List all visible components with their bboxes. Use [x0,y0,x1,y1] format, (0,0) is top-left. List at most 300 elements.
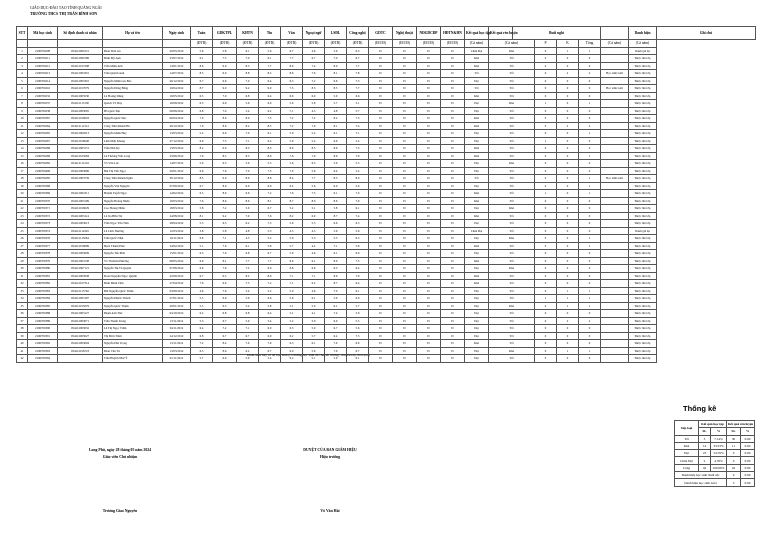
table-cell: Được lên lớp [629,280,657,288]
table-cell: Đ [369,235,393,243]
stats-cell: 23 [699,450,711,457]
table-cell [601,167,629,175]
table-cell: Đ [441,257,465,265]
table-row [17,107,756,115]
table-cell: 7.6 [325,347,347,355]
table-cell: Đ [441,355,465,363]
table-cell: 19 [17,182,28,190]
table-cell: 1 [17,47,28,55]
table-cell: Được lên lớp [629,122,657,130]
table-cell: 14 [17,145,28,153]
table-cell: 7.6 [259,212,281,220]
table-row [17,310,756,318]
stats-cell: 7.14% [711,435,727,442]
table-cell: 054212115064 [58,235,103,243]
table-row [17,257,756,265]
table-cell: 41 [17,347,28,355]
table-cell: 6.0 [281,347,303,355]
table-cell: 7.1 [303,272,325,280]
table-cell: Khá [465,212,489,220]
column-subheader: P [535,40,557,48]
table-cell: 6.9 [347,340,369,348]
table-cell: 21 [17,197,28,205]
table-cell: 28/04/2012 [163,220,191,228]
table-cell: 6.9 [347,250,369,258]
table-cell: 7.9 [303,152,325,160]
stats-row [675,457,755,464]
table-cell: 6.4 [325,167,347,175]
table-cell: 4.5 [303,107,325,115]
column-header: Toán [191,27,213,40]
table-cell: Đ [441,310,465,318]
table-cell: 6.9 [213,280,237,288]
table-cell: 8.6 [237,197,259,205]
table-cell: Tốt [489,197,535,205]
table-cell: 9.2 [213,212,237,220]
table-cell [601,257,629,265]
table-cell: 6.6 [213,130,237,138]
stats-header: Kết quả rèn luyện [727,422,754,427]
table-cell: 23/07/2012 [163,55,191,63]
table-row [17,152,756,160]
table-cell: 7.0 [237,55,259,63]
table-row [17,182,756,190]
table-cell: 34 [17,295,28,303]
table-cell: 24/02/2012 [163,242,191,250]
table-cell: 6.4 [347,280,369,288]
table-cell: 5.2 [303,137,325,145]
stats-cell: 0.00 [741,472,755,479]
table-row [17,100,756,108]
table-cell: 2106700212 [28,62,58,70]
table-header-row [17,27,756,40]
table-cell [601,302,629,310]
table-cell: 054212007121 [58,265,103,273]
table-cell: 7.1 [281,280,303,288]
table-cell: Tốt [489,190,535,198]
table-cell: 054212017079 [58,85,103,93]
stats-cell: Tốt [675,435,699,442]
table-cell: Nguyễn Quốc Thịnh [103,302,163,310]
stats-body [675,435,755,486]
table-cell: Đ [441,100,465,108]
table-cell: 5.5 [347,160,369,168]
table-cell: 0 [535,347,557,355]
table-cell: Đạt [465,205,489,213]
table-cell: Đ [441,182,465,190]
table-cell: 19/03/2012 [163,197,191,205]
column-header: KHTN [237,27,259,40]
table-cell: 8.7 [325,280,347,288]
column-header: Tin [259,27,281,40]
table-cell: 7.0 [213,92,237,100]
table-cell: 2106700406 [28,167,58,175]
table-cell: 6.2 [237,220,259,228]
table-cell: Đ [393,122,417,130]
table-cell: Được lên lớp [629,130,657,138]
table-cell: 0 [535,265,557,273]
table-cell: Đ [417,212,441,220]
table-cell: Đ [369,347,393,355]
table-cell: 8.6 [213,115,237,123]
table-cell: 5.4 [191,130,213,138]
table-cell: 07/09/2012 [163,182,191,190]
table-cell: 7.2 [213,205,237,213]
table-cell: 14/01/2012 [163,62,191,70]
table-cell: 0 [579,145,601,153]
table-cell: 054212003071 [58,317,103,325]
table-cell: Khá [465,340,489,348]
table-cell: Nguyễn Đông Bằng [103,85,163,93]
table-cell: 5.6 [347,182,369,190]
table-cell: Nguyễn Minh Huy [103,130,163,138]
table-cell: 23 [17,212,28,220]
table-cell: 8.4 [281,175,303,183]
table-cell: Võ Văn Lực [103,160,163,168]
table-cell: 16 [17,160,28,168]
table-row [17,55,756,63]
table-cell: 054212003032 [58,325,103,333]
table-cell: 7.7 [281,55,303,63]
table-cell: Đ [369,220,393,228]
table-cell: Quách Võ Duy [103,100,163,108]
table-cell: 1 [579,242,601,250]
table-cell: 8.7 [191,85,213,93]
table-cell: 12 [17,130,28,138]
table-cell: Đ [417,145,441,153]
table-cell: Đ [393,317,417,325]
table-cell: Nguyễn Phước Thành [103,295,163,303]
table-cell: 2106700389 [28,317,58,325]
table-cell: 5.0 [303,325,325,333]
table-cell: 0 [579,325,601,333]
table-cell: 0 [535,167,557,175]
table-cell: 0 [535,205,557,213]
table-cell: 1 [579,347,601,355]
table-cell: Nguyễn Hoàng Nhân [103,197,163,205]
table-cell: Đ [441,160,465,168]
table-cell: 7.5 [213,137,237,145]
table-cell: 0 [535,317,557,325]
table-cell: 5.7 [191,355,213,363]
table-cell: Đ [417,137,441,145]
table-cell: 0 [579,340,601,348]
table-cell: 0 [535,310,557,318]
table-cell: 5.4 [347,167,369,175]
table-cell: Đ [441,205,465,213]
column-subheader: K [557,40,579,48]
table-cell: 6.0 [259,100,281,108]
table-cell: 7 [17,92,28,100]
table-cell: 2106700372 [28,212,58,220]
table-cell: 054212001086 [58,55,103,63]
table-cell: Tốt [465,70,489,78]
table-cell: 2106700232 [28,92,58,100]
table-cell: 054212003199 [58,197,103,205]
table-cell: 7.7 [347,85,369,93]
table-cell: 6.4 [259,77,281,85]
table-cell: 6.2 [237,347,259,355]
table-cell: 6.7 [347,347,369,355]
table-cell: 7.5 [259,115,281,123]
table-cell: 5.1 [303,205,325,213]
stats-subheader: SL [727,428,741,435]
table-cell: 6.1 [303,340,325,348]
table-cell: 0 [579,257,601,265]
table-cell: 0 [557,167,579,175]
teacher-name: Trương Giao Nguyên [102,509,138,513]
table-cell: 5.8 [259,302,281,310]
table-cell: Đạt [465,302,489,310]
table-cell: Đ [393,302,417,310]
table-cell: 1 [557,302,579,310]
table-cell: 7.4 [347,122,369,130]
table-cell: Khá [465,257,489,265]
table-cell: 6.9 [259,332,281,340]
table-cell: 6.7 [191,77,213,85]
table-cell: 7.0 [191,122,213,130]
table-cell: Khá [465,62,489,70]
table-cell: 8.3 [259,145,281,153]
table-cell: 15/01/2012 [163,250,191,258]
table-cell: 054212017298 [58,62,103,70]
teacher-title: Giáo viên Chủ nhiệm [102,455,138,459]
table-cell: 0 [557,325,579,333]
table-cell: Đ [417,47,441,55]
table-cell: 7.9 [303,122,325,130]
table-cell: 8.5 [259,122,281,130]
table-cell: Đ [369,295,393,303]
table-cell: Lâm Nhật Khang [103,137,163,145]
table-cell: 9.2 [237,85,259,93]
table-cell: 2106700285 [28,175,58,183]
table-cell: 054212003009 [58,250,103,258]
footnote: Danh sách này có 42 học sinh (có những học sinh đã chuyển trường, chuyển lớp, thôi học) [247,353,370,357]
table-cell: 13/03/2012 [163,347,191,355]
table-cell: Đ [441,190,465,198]
table-cell [601,190,629,198]
table-cell: 7.3 [303,190,325,198]
table-cell: 7.5 [347,332,369,340]
table-cell: 7.5 [281,85,303,93]
table-cell: Đ [441,347,465,355]
table-cell: 0 [535,77,557,85]
table-cell: 26/12/2012 [163,122,191,130]
table-cell: Đ [441,85,465,93]
table-cell: Đ [417,175,441,183]
table-cell: 19/04/2012 [163,85,191,93]
table-cell: Bùi Nguyễn Quốc Thiên [103,287,163,295]
table-cell: Đạt [465,310,489,318]
table-cell: Đ [393,167,417,175]
table-cell: 0 [557,257,579,265]
table-cell: 32 [17,280,28,288]
table-cell: Được lên lớp [629,295,657,303]
table-cell: 7.6 [191,152,213,160]
table-cell: 8.0 [213,182,237,190]
table-cell: Đ [393,62,417,70]
table-cell: 7.9 [347,152,369,160]
table-cell: Được lên lớp [629,355,657,363]
table-cell: 1 [535,190,557,198]
stats-subheader: % [741,428,755,435]
table-cell: 054212003094 [58,340,103,348]
table-cell: Trần Quốc Nhật [103,235,163,243]
table-cell: Đ [417,62,441,70]
table-cell: Khá [489,160,535,168]
table-cell: 0 [535,250,557,258]
table-cell: Đạt [465,325,489,333]
table-cell: 054212016029 [58,205,103,213]
table-cell: Đ [441,295,465,303]
table-cell: 9.0 [213,145,237,153]
table-cell: Đ [417,70,441,78]
table-cell: 7.1 [325,242,347,250]
table-cell: 0 [557,242,579,250]
table-cell: 3 [17,62,28,70]
column-subheader: (ĐTB) [191,40,213,48]
table-cell: 0 [579,137,601,145]
table-cell: Đ [393,85,417,93]
table-cell: 054212003114 [58,212,103,220]
table-cell: 7.0 [213,107,237,115]
table-cell: 9.0 [213,85,237,93]
table-cell: 0 [535,242,557,250]
table-row [17,355,756,363]
table-cell: Đạt [465,295,489,303]
table-cell: 2106700214 [28,77,58,85]
table-cell: 7.9 [237,212,259,220]
table-cell: Đ [369,325,393,333]
table-cell: 0 [579,250,601,258]
table-cell: 9.0 [213,175,237,183]
document-header [30,5,102,17]
table-cell: 1 [579,235,601,243]
table-cell: 2106700379 [28,257,58,265]
table-cell: 18/03/2012 [163,205,191,213]
table-cell: 7.6 [281,190,303,198]
table-cell: Được lên lớp [629,317,657,325]
table-cell: Đ [369,227,393,235]
table-cell: Tốt [489,242,535,250]
table-cell: Đ [441,250,465,258]
stats-cell: 0 [727,472,741,479]
table-cell: 5.7 [325,100,347,108]
table-cell: 2106700211 [28,55,58,63]
table-cell: 7.9 [259,340,281,348]
table-row [17,115,756,123]
table-cell [601,212,629,220]
table-cell [601,92,629,100]
column-header: STT [17,27,28,40]
table-cell: 2 [17,55,28,63]
table-cell: Đ [393,130,417,138]
table-cell: Đ [369,272,393,280]
table-cell: Đ [417,272,441,280]
table-cell: Đ [393,70,417,78]
table-cell: 6.1 [325,190,347,198]
table-cell: 5.0 [281,130,303,138]
table-cell: 0 [579,265,601,273]
table-cell: 7.6 [213,242,237,250]
stats-cell: 0.00 [741,457,755,464]
column-header: Công nghệ [347,27,369,40]
table-cell: 7.2 [281,122,303,130]
table-cell: Đ [417,287,441,295]
table-cell: 054212003301 [58,70,103,78]
table-cell: 0 [579,212,601,220]
table-cell: Đ [393,182,417,190]
table-cell: 054212017314 [58,280,103,288]
table-cell: Công Trần Khánh Hà [103,122,163,130]
table-cell: 4.2 [303,242,325,250]
table-cell: 054212001021 [58,47,103,55]
table-cell: 13/11/2012 [163,317,191,325]
table-cell: 33 [17,287,28,295]
table-cell: Lê Thương Yến Long [103,152,163,160]
table-cell: 6.6 [237,182,259,190]
table-cell: 0 [535,107,557,115]
table-cell: 054212016089 [58,242,103,250]
table-cell: 13/11/2012 [163,340,191,348]
table-cell: 4.6 [303,250,325,258]
table-cell: 054212003027 [58,332,103,340]
table-cell: 8.6 [325,272,347,280]
table-cell: 6.2 [303,280,325,288]
table-cell: 5.5 [303,220,325,228]
table-cell: 5.8 [213,227,237,235]
table-cell: Nguyễn Tấn Phát [103,250,163,258]
table-cell: 0 [535,115,557,123]
column-header: Ghi chú [657,27,756,40]
table-cell: 0 [579,62,601,70]
table-cell: 6.2 [191,310,213,318]
table-cell: 5.6 [237,100,259,108]
table-cell: 4 [17,70,28,78]
table-cell: 6.9 [303,212,325,220]
table-cell: 054212003138 [58,257,103,265]
table-cell: Cao Hoàng Nhân [103,205,163,213]
table-cell: 2106700269 [28,152,58,160]
table-cell: 5.8 [259,242,281,250]
stats-cell: 3 [727,479,741,486]
table-cell: 5.0 [303,302,325,310]
table-cell: Đ [369,250,393,258]
table-cell: Khá [465,55,489,63]
table-cell: Đ [393,287,417,295]
table-cell: 6.1 [325,130,347,138]
table-cell: 5.9 [237,160,259,168]
table-cell: Đ [441,130,465,138]
table-cell: 6.2 [259,107,281,115]
table-cell: 40 [17,340,28,348]
table-cell: 7.1 [213,235,237,243]
table-cell: Đ [417,85,441,93]
stats-cell: 42 [699,464,711,471]
stats-cell: Cộng [675,464,699,471]
table-cell: 054212003151 [58,145,103,153]
table-cell: 8.5 [191,175,213,183]
table-cell [601,152,629,160]
table-cell: 5.4 [237,107,259,115]
table-row [17,242,756,250]
table-cell: Đ [441,220,465,228]
table-cell: Đ [369,182,393,190]
column-subheader [163,40,191,48]
table-cell: Được lên lớp [629,152,657,160]
table-cell: Tốt [489,115,535,123]
table-cell: 09/06/2012 [163,107,191,115]
